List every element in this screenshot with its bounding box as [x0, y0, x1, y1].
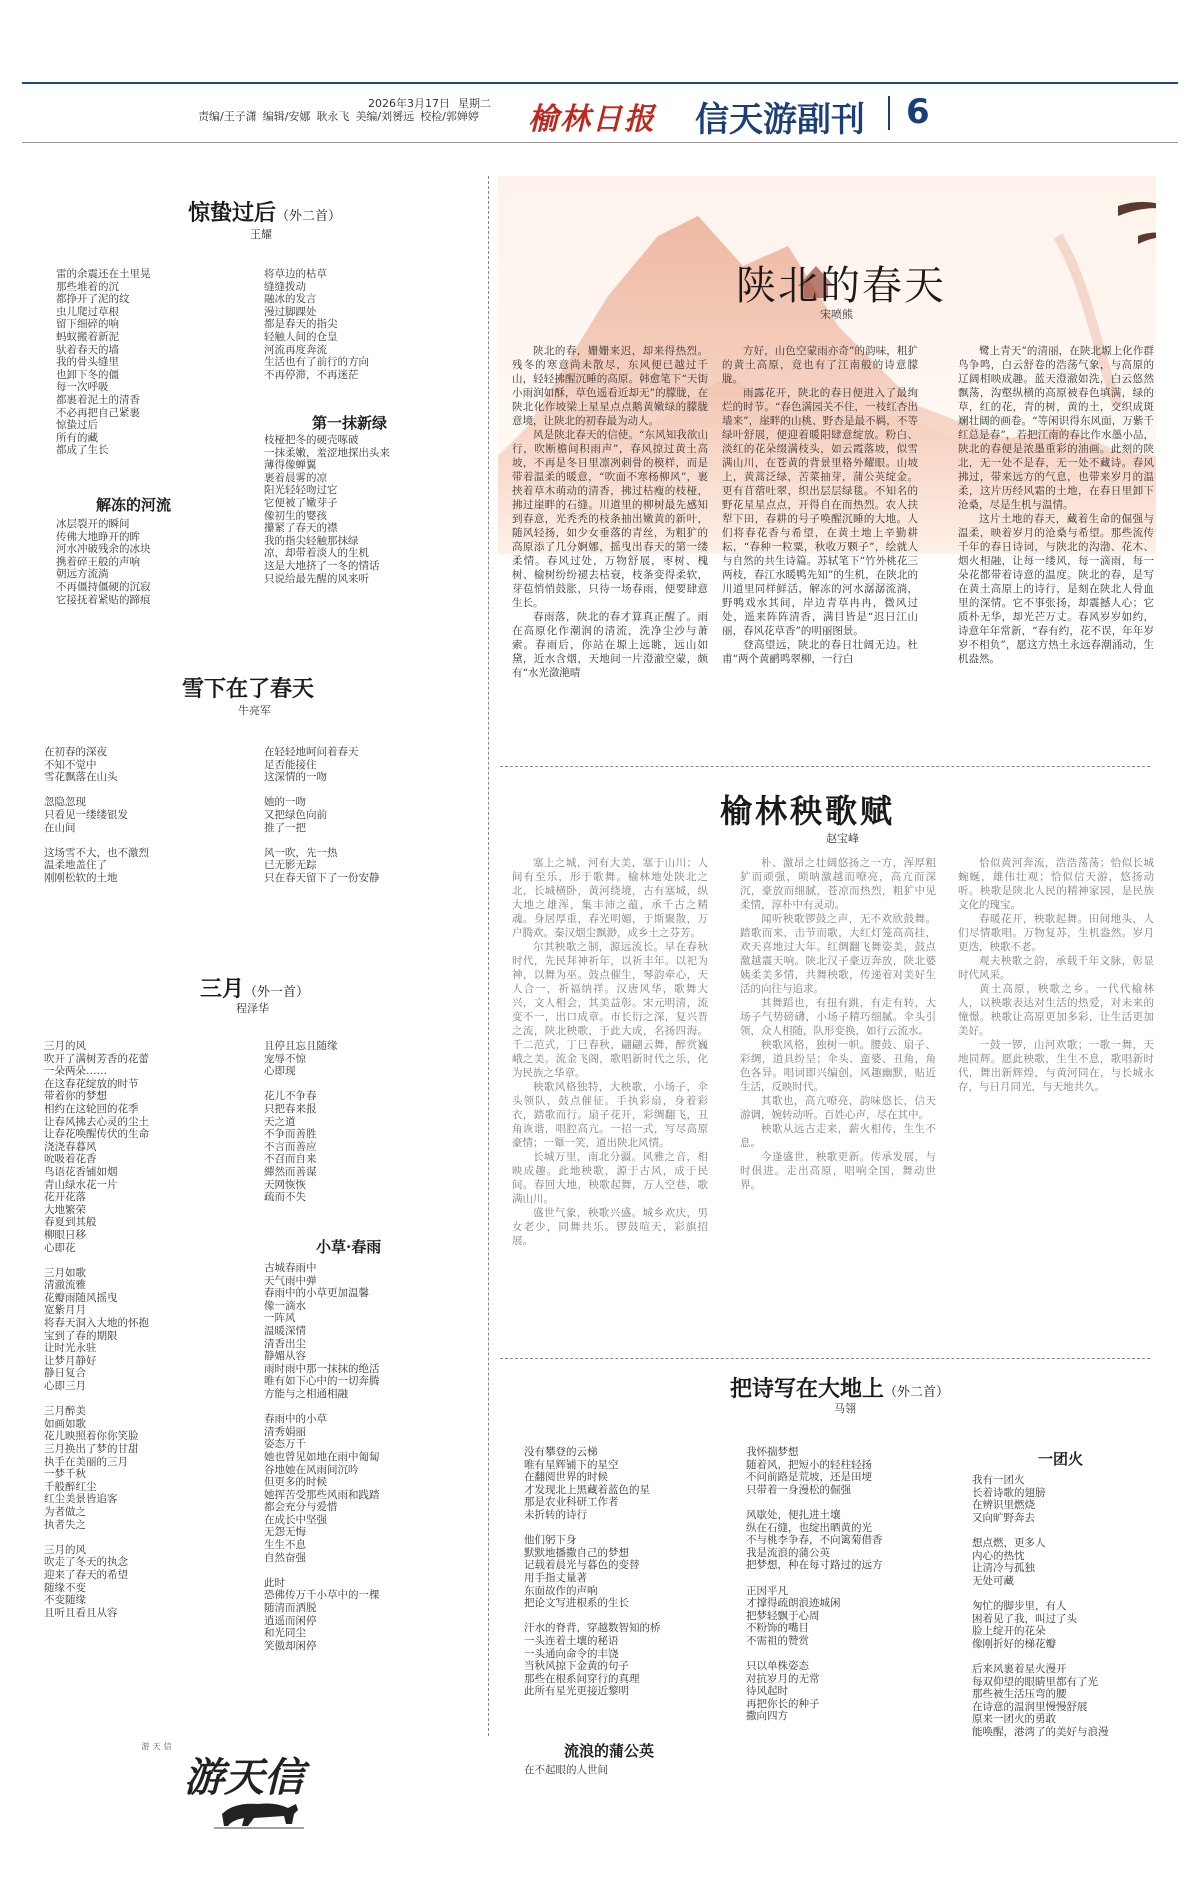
- paragraph: 朴、激昂之壮阔悠扬之一方，浑厚粗犷而顽强，唢呐激越而嘹亮，高亢而深沉，豪放而细腻，苍凉而热烈，粗犷中见柔情，淳朴中有灵动。: [740, 857, 936, 911]
- fu-title: 榆林秧歌赋: [720, 792, 896, 830]
- poem-line: 她的一吻: [264, 796, 306, 809]
- poem-line: 脸上绽开的花朵: [972, 1625, 1046, 1638]
- poem-line: 且停且忘且随缘: [264, 1040, 338, 1052]
- poem-line: 留下细碎的响: [56, 318, 119, 331]
- paragraph: 塞上之城，河有大美，塞于山川；人间有至乐，形于歌舞。榆林地处陕北之北，长城横卧，黄河绕境，古有塞城，纵大地之雄浑，集丰沛之蕴，承千古之精魂。身居厚重，春光明媚，于斯聚散，万户腾欢。秦汉烟尘飘渺，成乡土之芬芳。: [512, 857, 708, 939]
- poem-line: 不粉饰的嘴目: [746, 1622, 809, 1635]
- poem-line: 纵在石缝，也绽出晒黄的光: [746, 1521, 872, 1534]
- poem-line: 带着你的梦想: [44, 1090, 107, 1103]
- poem-line: 让春风拂去心灵的尘土: [44, 1115, 149, 1128]
- poem-line: [524, 1522, 661, 1535]
- poem-body: [44, 746, 149, 885]
- poem-line: 三月换出了梦的甘甜: [44, 1443, 139, 1455]
- poem-line: 我是流浪的蒲公英: [746, 1546, 830, 1559]
- poem-line: 唯有星辉铺下的星空: [524, 1458, 619, 1471]
- poem-line: 吹走了冬天的执念: [44, 1556, 128, 1569]
- poem-line: 将春天洞入大地的怀抱: [44, 1317, 149, 1330]
- poem-line: 温柔地盖住了: [44, 859, 107, 872]
- section-divider: [500, 766, 1150, 767]
- header-bottom-rule: [22, 142, 1178, 143]
- poem-line: [524, 1610, 661, 1623]
- poem-line: 一头连着土壤的秘语: [524, 1634, 619, 1647]
- poem-line: 雷的余震还在土里晃: [56, 268, 151, 280]
- poem-title: 雪下在了春天: [182, 676, 315, 702]
- poem-line: [972, 1650, 1109, 1663]
- poem-line: 且听且看且从容: [44, 1606, 118, 1619]
- fu-column: [740, 856, 936, 1346]
- poem-author: 牛亮军: [238, 704, 271, 717]
- poem-line: 携着碎王般的声响: [56, 555, 140, 568]
- poem-line: 静日复合: [44, 1367, 86, 1380]
- poem-line: 让时光永驻: [44, 1342, 97, 1355]
- poem-line: 让清冷与孤独: [972, 1562, 1035, 1575]
- poem-line: 像一滴水: [264, 1299, 306, 1312]
- poem-line: 这深情的一吻: [264, 771, 327, 784]
- poem-line: 我怀揣梦想: [746, 1446, 799, 1458]
- poem-line: 推了一把: [264, 821, 306, 834]
- poem-line: 随清而洒脱: [264, 1602, 317, 1615]
- poem-subtitle: 解冻的河流: [96, 496, 172, 514]
- poem-line: 原来一团火的勇敢: [972, 1713, 1056, 1726]
- newspaper-logo: 榆林日报: [528, 102, 656, 137]
- poem-author: 马翎: [834, 1402, 856, 1415]
- poem-line: 再把你长的种子: [746, 1697, 820, 1710]
- poem-line: [264, 1564, 380, 1577]
- poem-author: 王耀: [250, 228, 272, 241]
- poem-line: 花瓣雨随风摇曳: [44, 1291, 118, 1304]
- issue-date: 2026年3月17日 星期二: [368, 97, 491, 110]
- poem-line: 阳光轻轻吻过它: [264, 484, 338, 497]
- poem-body: [264, 268, 369, 381]
- poem-line: 只看见一缕缕银发: [44, 808, 128, 821]
- paragraph: 恰似黄河奔流，浩浩荡荡；恰似长城蜿蜒，雄伟壮观；恰似信天游，悠扬动听。秧歌是陕北人民的精神家园，是民族文化的瑰宝。: [958, 857, 1154, 911]
- essay-column: [722, 344, 918, 754]
- poem-line: 花儿映照着你你笑脸: [44, 1430, 139, 1443]
- poem-line: [264, 784, 380, 797]
- poem-line: 它便被了嫩芽子: [264, 496, 338, 509]
- poem-line: 花开花落: [44, 1191, 86, 1204]
- poem-line: 都是春天的指尖: [264, 318, 338, 331]
- poem-line: 不必再把自己紧裹: [56, 406, 140, 419]
- poem-line: [44, 1531, 149, 1544]
- poem-line: 随缘不变: [44, 1581, 86, 1594]
- poem-line: 和光同尘: [264, 1627, 306, 1640]
- poem-line: 我的骨头缝里: [56, 356, 119, 369]
- poem-line: 困着见了我，叫过了头: [972, 1612, 1077, 1625]
- poem-line: 姿态万千: [264, 1438, 306, 1451]
- poem-line: 执手在美丽的三月: [44, 1455, 128, 1468]
- poem-title: 三月（外一首）: [200, 976, 310, 1002]
- poem-line: 不争而善胜: [264, 1128, 317, 1141]
- poem-line: 惊蛰过后: [56, 419, 98, 432]
- poem-line: 春夏到其般: [44, 1216, 97, 1229]
- poem-line: 不变随缘: [44, 1594, 86, 1607]
- poem-line: 相约在这轮回的花季: [44, 1102, 139, 1115]
- poem-line: 三月如歌: [44, 1266, 86, 1279]
- poem-line: 三月的风: [44, 1040, 86, 1052]
- poem-line: 心即现: [264, 1065, 296, 1078]
- paragraph: 其歌也，高亢嘹亮，韵味悠长，信天游调，婉转动听。百姓心声，尽在其中。: [740, 1095, 936, 1121]
- paragraph: 一鼓一锣，山河欢歌；一歌一舞，天地同辉。愿此秧歌，生生不息，歌唱新时代，舞出新辉煌，与黄河同在，与长城永存，与日月同光，与天地共久。: [958, 1039, 1154, 1093]
- poem-line: 那些在根系间穿行的真理: [524, 1672, 640, 1685]
- poem-line: 所有的藏: [56, 431, 98, 444]
- poem-line: 河水冲破残余的冰块: [56, 543, 151, 556]
- poem-line: 繟然而善谋: [264, 1165, 317, 1178]
- poem-line: 内心的热忱: [972, 1549, 1025, 1562]
- poem-line: 在初春的深夜: [44, 746, 107, 758]
- poem-line: 方能与之相通相融: [264, 1387, 348, 1400]
- poem-line: 青山绿水花一片: [44, 1178, 118, 1191]
- poem-line: 此所有星光更接近黎明: [524, 1685, 629, 1698]
- poem-line: 都裹着泥土的清香: [56, 393, 140, 406]
- poem-title: 惊蛰过后（外二首）: [188, 200, 342, 226]
- paragraph: 其舞蹈也，有扭有跳，有走有转，大场子气势磅礴，小场子精巧细腻。伞头引领，众人相随，队形变换，如行云流水。: [740, 997, 936, 1037]
- poem-line: 薄得像蝉翼: [264, 459, 317, 472]
- poem-line: 谷地她在风雨间沉吟: [264, 1463, 359, 1476]
- poem-line: [44, 784, 149, 797]
- poem-line: 攥紧了春天的襟: [264, 522, 338, 535]
- poem-line: 它接抚着紧贴的蹄痕: [56, 593, 151, 606]
- poem-author: 程泽华: [236, 1002, 269, 1015]
- poem-body: [264, 746, 380, 885]
- poem-line: 未折转的诗行: [524, 1508, 587, 1521]
- poem-line: 撒向四方: [746, 1710, 788, 1723]
- poem-line: 又向旷野奔去: [972, 1511, 1035, 1524]
- paragraph: 春雨落，陕北的春才算真正醒了。雨在高原化作潮润的清流，洗净尘沙与萧索。春雨后，你站在塬上远眺，远山如黛，近水含烟，天地间一片澄澈空蒙，颇有“水光潋滟晴: [512, 611, 708, 679]
- poem-line: 让春花唤醒传伏的生命: [44, 1128, 149, 1141]
- paragraph: 秧歌从远古走来，薪火相传，生生不息。: [740, 1123, 936, 1149]
- poem-line: 红尘美景皆追客: [44, 1493, 118, 1506]
- header-top-rule: [22, 82, 1178, 84]
- poem-line: 只在春天留下了一份安静: [264, 871, 380, 884]
- poem-line: 一梦千秋: [44, 1468, 86, 1481]
- poem-line: 生生不息: [264, 1539, 306, 1552]
- section-divider: [500, 1358, 1150, 1359]
- poem-line: 匆忙的脚步里，有人: [972, 1599, 1067, 1612]
- poem-line: 让梦月静好: [44, 1354, 97, 1367]
- poem-line: [746, 1496, 883, 1509]
- poem-line: 那些被生活压弯的腰: [972, 1688, 1067, 1701]
- page-number: 6: [906, 92, 930, 132]
- poem-line: 执者失之: [44, 1518, 86, 1531]
- poem-line: 疏而不失: [264, 1191, 306, 1204]
- poem-line: [44, 1393, 149, 1406]
- poem-line: 宠辱不惊: [264, 1052, 306, 1065]
- poem-line: 笑傲却闲停: [264, 1639, 317, 1652]
- poem-body: [264, 434, 390, 585]
- poem-line: 如画如歌: [44, 1417, 86, 1430]
- poem-line: 那些堆着的沉: [56, 280, 119, 293]
- poem-body: [56, 518, 151, 606]
- poem-line: 他们躬下身: [524, 1534, 577, 1547]
- poem-line: 才发现北上黑藏着蓝色的星: [524, 1483, 650, 1496]
- poem-line: 足否能接住: [264, 758, 317, 771]
- poem-line: 在诗意的温润里慢慢舒展: [972, 1700, 1088, 1713]
- poem-line: 冰层裂开的瞬间: [56, 518, 130, 530]
- poem-line: 用手指丈量著: [524, 1571, 587, 1584]
- poem-line: [746, 1572, 883, 1585]
- poem-line: [972, 1524, 1109, 1537]
- poem-line: 只以单株姿态: [746, 1660, 809, 1673]
- poem-line: 在翻阅世界的时候: [524, 1471, 608, 1484]
- paragraph: 雨露花开，陕北的春日便进入了最绚烂的时节。“春色满园关不住，一枝红杏出墙来”，崖畔的山桃、野杏是最不羁，不等绿叶舒展，便迎着暖阳肆意绽放。粉白、淡红的花朵缀满枝头，如云霞落坡，似雪满山川，在苍黄的背景里格外耀眼。山坡上，黄蒿泛绿，苦菜抽芽，蒲公英绽金。更有苜蓿吐翠，织出层层绿毯。不知名的野花星星点点，开得自在而热烈。农人扶犁下田，春耕的号子唤醒沉睡的大地。人们将春花香与希望，在黄土地上辛勤耕耘，“春种一粒粟，秋收万颗子”，绘就人与自然的共生诗篇。苏轼笔下“竹外桃花三两枝，春江水暖鸭先知”的生机，在陕北的川道里同样鲜活，解冻的河水潺潺流淌，野鸭戏水其间，岸边青草冉冉，微风过处，遥来阵阵清香，满目皆是“迟日江山丽，春风花草香”的明丽图景。: [722, 387, 918, 637]
- poem-line: 风一吹，先一热: [264, 846, 338, 859]
- poem-line: 不再停滞，不再迷茫: [264, 368, 359, 381]
- poem-body: [264, 1040, 338, 1204]
- poem-line: 温暖深情: [264, 1324, 306, 1337]
- poem-line: 都挣开了泥的纹: [56, 293, 130, 306]
- poem-line: 漫过脚踝处: [264, 305, 317, 318]
- poem-line: 虫儿爬过草根: [56, 305, 119, 318]
- poem-line: 逍遥而闲停: [264, 1614, 317, 1627]
- poem-line: 为者做之: [44, 1505, 86, 1518]
- editor-credits: 责编/王子潇 编辑/安娜 耿永飞 美编/刘赟远 校检/郭婵婷: [198, 110, 479, 123]
- poem-line: 雪花飘落在山头: [44, 771, 118, 784]
- poem-line: 能唤醒，港湾了的美好与浪漫: [972, 1725, 1109, 1738]
- poem-line: 清澈流雅: [44, 1279, 86, 1292]
- poem-line: 三月的风: [44, 1543, 86, 1556]
- poem-line: 不知不觉中: [44, 758, 97, 771]
- column-divider: [488, 176, 489, 1736]
- poem-line: 她挥苦受那些风雨和践踏: [264, 1488, 380, 1501]
- poem-line: 东面故作的声响: [524, 1584, 598, 1597]
- poem-line: 只把春来报: [264, 1102, 317, 1115]
- poem-line: 后来风裹着星火漫开: [972, 1662, 1067, 1675]
- poem-line: 长着诗歌的翅膀: [972, 1486, 1046, 1499]
- poem-line: 裹着晨雾的凉: [264, 471, 327, 484]
- poem-body: [972, 1474, 1109, 1738]
- poem-line: 在辨识里燃烧: [972, 1499, 1035, 1512]
- poem-line: 宽紫月月: [44, 1304, 86, 1317]
- fu-column: [512, 856, 708, 1346]
- paragraph: 登高望远，陕北的春日壮阔无边。杜甫“两个黄鹂鸣翠柳，一行白: [722, 639, 918, 665]
- poem-line: 已无影无踪: [264, 859, 317, 872]
- poem-line: 那是农业科研工作者: [524, 1496, 619, 1509]
- poem-line: 传佛大地睁开的眸: [56, 530, 140, 543]
- poem-line: 又把绿色向前: [264, 808, 327, 821]
- poem-line: 这是大地挤了一冬的情话: [264, 559, 380, 572]
- essay-column: [958, 344, 1154, 754]
- poem-line: 不问前路是荒坡，还是田埂: [746, 1471, 872, 1484]
- essay-column: [512, 344, 708, 754]
- poem-line: 风歇处，便扎进土壤: [746, 1508, 841, 1521]
- poem-line: 天网恢恢: [264, 1178, 306, 1191]
- poem-line: 在这春花绽放的时节: [44, 1077, 139, 1090]
- poem-line: 在轻轻地呵问着春天: [264, 746, 359, 758]
- paragraph: 盛世气象，秧歌兴盛。城乡欢庆，男女老少，同舞共乐。锣鼓喧天，彩旗招展。: [512, 1207, 708, 1247]
- poem-line: 凉，却带着淡人的生机: [264, 547, 369, 560]
- poem-line: 清香出尘: [264, 1337, 306, 1350]
- poem-line: 只说给最先醒的风来听: [264, 572, 369, 585]
- poem-line: 千般醉红尘: [44, 1480, 97, 1493]
- poem-line: 把论文写进根系的生长: [524, 1597, 629, 1610]
- poem-line: 她也曾见如地在雨中匍匐: [264, 1450, 380, 1463]
- poem-line: 心即三月: [44, 1380, 86, 1393]
- poem-line: 生活也有了前行的方向: [264, 356, 369, 369]
- header-separator: [888, 96, 890, 130]
- paragraph: 秧歌风格，独树一帜。腰鼓、扇子、彩绸，道具纷呈；伞头、蛮婆、丑角，角色各异。唱词即兴编创，风趣幽默，贴近生活，反映时代。: [740, 1039, 936, 1093]
- section-title: 信天游副刊: [695, 100, 865, 140]
- poem-line: 缝缝拨动: [264, 280, 306, 293]
- poem-line: 刚刚松软的土地: [44, 871, 118, 884]
- poem-line: 汗水的脊背，穿越数智知的桥: [524, 1622, 661, 1635]
- poem-line: 清秀娟丽: [264, 1425, 306, 1438]
- poem-line: 不言而善应: [264, 1140, 317, 1153]
- fu-column: [958, 856, 1154, 1346]
- poem-line: 静媚从容: [264, 1350, 306, 1363]
- poem-line: [972, 1587, 1109, 1600]
- poem-line: 将草边的枯草: [264, 268, 327, 280]
- poem-subtitle: 小草·春雨: [316, 1238, 382, 1256]
- poem-body: [56, 268, 151, 457]
- poem-line: 恐佛传万千小草中的一棵: [264, 1589, 380, 1602]
- poem-line: 忽隐忽现: [44, 796, 86, 809]
- poem-line: 河流再度奔流: [264, 343, 327, 356]
- poem-line: 把梦轻飘于心周: [746, 1609, 820, 1622]
- poem-line: 轻触人间的仓皇: [264, 330, 338, 343]
- poem-line: 只带着一身漫松的倔强: [746, 1483, 851, 1496]
- poem-line: 但更多的时候: [264, 1476, 327, 1489]
- paragraph: 今逢盛世，秧歌更新。传承发展，与时俱进。走出高原，唱响全国，舞动世界。: [740, 1151, 936, 1191]
- poem-line: 迎来了春天的希望: [44, 1568, 128, 1581]
- paragraph: 风是陕北春天的信使。“东风知我欲山行，吹断檐间积雨声”，春风掠过黄土高坡，不再是冬日里凛冽刺骨的模样，而是带着温柔的暖意，“吹面不寒杨柳风”，裹挟着草木萌动的清香，拂过枯瘦的枝桠，拂过崖畔的石缝。川道里的柳树最先感知到春意，光秃秃的枝条抽出嫩黄的新叶，随风轻扬，如少女垂落的青丝，为粗犷的高原添了几分婀娜，摇曳出春天的第一缕柔情。春风过处，万物舒展，枣树、槐树、榆树纷纷褪去枯衰，枝条变得柔软，芽苞悄悄鼓胀，只待一场春雨，便要肆意生长。: [512, 429, 708, 609]
- poem-line: 我的指尖轻触那抹绿: [264, 534, 359, 547]
- poem-line: 浇浇春暮风: [44, 1140, 97, 1153]
- poem-line: 都成了生长: [56, 444, 109, 457]
- paragraph: 陕北的春，姗姗来迟，却来得热烈。残冬的寒意尚未散尽，东风便已越过千山，轻轻拂醒沉睡的高原。韩愈笔下“天街小雨润如酥，草色遥看近却无”的朦胧，在陕北化作坡梁上星星点点鹅黄嫩绿的朦胧意境，让陕北的初春最为动人。: [512, 345, 708, 427]
- poem-line: 春雨中的小草更加温馨: [264, 1287, 369, 1300]
- poem-line: 宝到了春的期限: [44, 1329, 118, 1342]
- poem-body: [264, 1262, 380, 1652]
- poem-body: 在不起眼的人世间: [524, 1764, 608, 1776]
- poem-line: 唯有如下心中的一切奔腾: [264, 1375, 380, 1388]
- poem-line: 都会充分与爱惜: [264, 1501, 338, 1514]
- poem-line: 无怨无悔: [264, 1526, 306, 1539]
- poem-line: 像初生的婴孩: [264, 509, 327, 522]
- poem-line: 融冰的发言: [264, 293, 317, 306]
- poem-line: 一抹柔嫩，羞涩地探出头来: [264, 446, 390, 459]
- poem-line: [746, 1648, 883, 1661]
- paragraph: 黄土高原，秧歌之乡。一代代榆林人，以秧歌表达对生活的热爱，对未来的憧憬。秧歌让高原更加多彩，让生活更加美好。: [958, 983, 1154, 1037]
- poem-line: 不需祖的赞赏: [746, 1634, 809, 1647]
- paragraph: 观夫秧歌之韵，承载千年文脉，彰显时代风采。: [958, 955, 1154, 981]
- essay-author: 宋喷熊: [820, 308, 853, 321]
- poem-line: 不与桃李争春，不向篱菊借香: [746, 1534, 883, 1547]
- poem-line: [264, 1401, 380, 1414]
- poem-line: 一阵风: [264, 1312, 296, 1325]
- poem-line: 春雨中的小草: [264, 1413, 327, 1426]
- poem-line: 枝桠把冬的硬壳啄破: [264, 434, 359, 446]
- poem-line: 记载着晨光与暮色的变替: [524, 1559, 640, 1572]
- poem-subtitle: 一团火: [1038, 1450, 1084, 1468]
- poem-line: 正因平凡: [746, 1584, 788, 1597]
- poem-title: 把诗写在大地上（外二首）: [730, 1376, 950, 1402]
- poem-body: [746, 1446, 883, 1723]
- paragraph: 长城万里，南北分疆。风雅之音，相映成趣。此地秧歌，源于古风，成于民间。春回大地，秧歌起舞，万人空巷，歌满山川。: [512, 1151, 708, 1205]
- poem-line: [44, 1254, 149, 1267]
- paragraph: 尔其秧歌之制，源远流长。早在春秋时代，先民拜神祈年，以祈丰年。以祀为神，以舞为巫。鼓点催生，琴韵牵心，天人合一，祈福纳祥。汉唐风华，歌舞大兴，文人相会，其美益彰。宋元明清，流变不一，出口成章。市长衍之深，复兴晋之流，陕北秧歌，于此大成，名扬四海。千二范式，丁巳春秋，翩翩云舞，醉赏巍峨之美。流金飞阁，歌唱新时代之乐，化为民族之华章。: [512, 941, 708, 1079]
- paragraph: 闻听秧歌锣鼓之声，无不欢欣鼓舞。踏歌而来，击节而歌，大红灯笼高高挂，欢天喜地过大年。红绸翻飞舞姿美，鼓点激越震天响。陕北汉子豪迈奔放，陕北婆姨柔美多情，共舞秧歌，传递着对美好生活的向往与追求。: [740, 913, 936, 995]
- poem-line: 不再僵持僵硬的沉寂: [56, 580, 151, 593]
- poem-line: 大地繁荣: [44, 1203, 86, 1216]
- poem-line: 每双仰望的眼睛里都有了光: [972, 1675, 1098, 1688]
- poem-line: 此时: [264, 1576, 285, 1589]
- poem-line: 三月醉美: [44, 1405, 86, 1418]
- poem-line: 当秋风掠下金黄的句子: [524, 1660, 629, 1673]
- poem-line: 对抗岁月的无常: [746, 1672, 820, 1685]
- paragraph: 这片土地的春天，藏着生命的倔强与温柔，映着岁月的沧桑与希望。那些流传千年的春日诗词，与陕北的沟渤、花木、烟火相融，让每一缕风，每一滴雨，每一朵花都带着诗意的温度。陕北的春，是写在黄土高原上的诗行，是刻在陕北人骨血里的深情。它不事张扬，却震撼人心；它质朴无华，却光芒万丈。春风岁岁如约，诗意年年常新，“春有约，花不误，年年岁岁不相负”，愿这方热土永远春潮涌动，生机盎然。: [958, 513, 1154, 665]
- essay-title: 陕北的春天: [736, 263, 946, 309]
- poem-line: 在成长中坚强: [264, 1513, 327, 1526]
- ox-icon: [214, 1794, 304, 1830]
- poem-line: 天之道: [264, 1115, 296, 1128]
- poem-line: 自然奋强: [264, 1551, 306, 1564]
- poem-line: 驮着春天的墙: [56, 343, 119, 356]
- poem-line: 天气雨中弹: [264, 1274, 317, 1287]
- poem-line: 每一次呼吸: [56, 381, 109, 394]
- paragraph: 春暖花开，秧歌起舞。田间地头，人们尽情歌唱。万物复苏，生机盎然。岁月更迭，秧歌不老。: [958, 913, 1154, 953]
- poem-line: 柳眼日移: [44, 1228, 86, 1241]
- poem-line: 花儿不争春: [264, 1090, 317, 1103]
- poem-subtitle: 流浪的蒲公英: [564, 1742, 655, 1760]
- poem-line: 没有攀登的云梯: [524, 1446, 598, 1458]
- poem-line: 想点燃，更多人: [972, 1536, 1046, 1549]
- poem-line: 我有一团火: [972, 1474, 1025, 1486]
- poem-line: 才撑得疏朗浪迹城闲: [746, 1597, 841, 1610]
- poem-line: 待风起时: [746, 1685, 788, 1698]
- paragraph: 秧歌风格独特，大秧歌，小场子，伞头领队，鼓点催征。手执彩扇，身着彩衣，踏歌而行。扇子花开，彩绸翻飞，丑角诙谐，唱腔高亢。一招一式，写尽高原豪情；一颦一笑，道出陕北风情。: [512, 1081, 708, 1149]
- poem-line: 也卸下冬的僵: [56, 368, 119, 381]
- poem-line: 鸟语花香铺如烟: [44, 1165, 118, 1178]
- poem-line: 随着风，把短小的轻柱轻扬: [746, 1458, 872, 1471]
- poem-line: 默默地播撒自己的梦想: [524, 1546, 629, 1559]
- poem-line: 吹开了满树芳香的花蕾: [44, 1052, 149, 1065]
- poem-line: 无处可藏: [972, 1574, 1014, 1587]
- poem-line: [44, 834, 149, 847]
- poem-line: 心即花: [44, 1241, 76, 1254]
- poem-line: 一朵两朵……: [44, 1065, 107, 1078]
- poem-line: 在山间: [44, 821, 76, 834]
- paragraph: 方好，山色空蒙雨亦奇”的韵味，粗犷的黄土高原，竟也有了江南般的诗意朦胧。: [722, 345, 918, 385]
- poem-line: 古城春雨中: [264, 1262, 317, 1274]
- poem-body: [524, 1446, 661, 1698]
- stamp-title: 游天信: [184, 1754, 304, 1801]
- fu-author: 赵宝峰: [826, 832, 859, 845]
- poem-line: 把梦想，种在每寸路过的远方: [746, 1559, 883, 1572]
- poem-line: [264, 834, 380, 847]
- poem-line: 一头通向命令的丰饶: [524, 1647, 619, 1660]
- poem-body: [44, 1040, 149, 1619]
- poem-line: 雨时雨中那一抹抹的绝活: [264, 1362, 380, 1375]
- poem-subtitle: 第一抹新绿: [312, 414, 388, 432]
- poem-line: 吮吸着花香: [44, 1153, 97, 1166]
- poem-line: 朝远方流淌: [56, 568, 109, 581]
- poem-line: 不召而自来: [264, 1153, 317, 1166]
- poem-line: 像刚折好的梯花瓣: [972, 1637, 1056, 1650]
- poem-line: 蚂蚁搬着新泥: [56, 330, 119, 343]
- paragraph: 鹭上青天”的清丽，在陕北塬上化作群鸟争鸣，白云舒卷的浩荡气象，与高原的辽阔相映成趣。蓝天澄澈如洗，白云悠然飘荡，沟壑纵横的高原被春色填满，绿的草，红的花，青的树，黄的土，交织成斑斓壮阔的画卷。“等闲识得东风面，万紫千红总是春”，若把江南的春比作水墨小品，陕北的春便是浓墨重彩的油画。此刻的陕北，无一处不是春，无一处不藏诗。春风拂过，带来远方的气息，也带来岁月的温柔，这片历经风霜的土地，在春日里卸下沧桑，尽是生机与温情。: [958, 345, 1154, 511]
- poem-line: [264, 1078, 338, 1091]
- poem-line: 这场雪不大，也不激烈: [44, 846, 149, 859]
